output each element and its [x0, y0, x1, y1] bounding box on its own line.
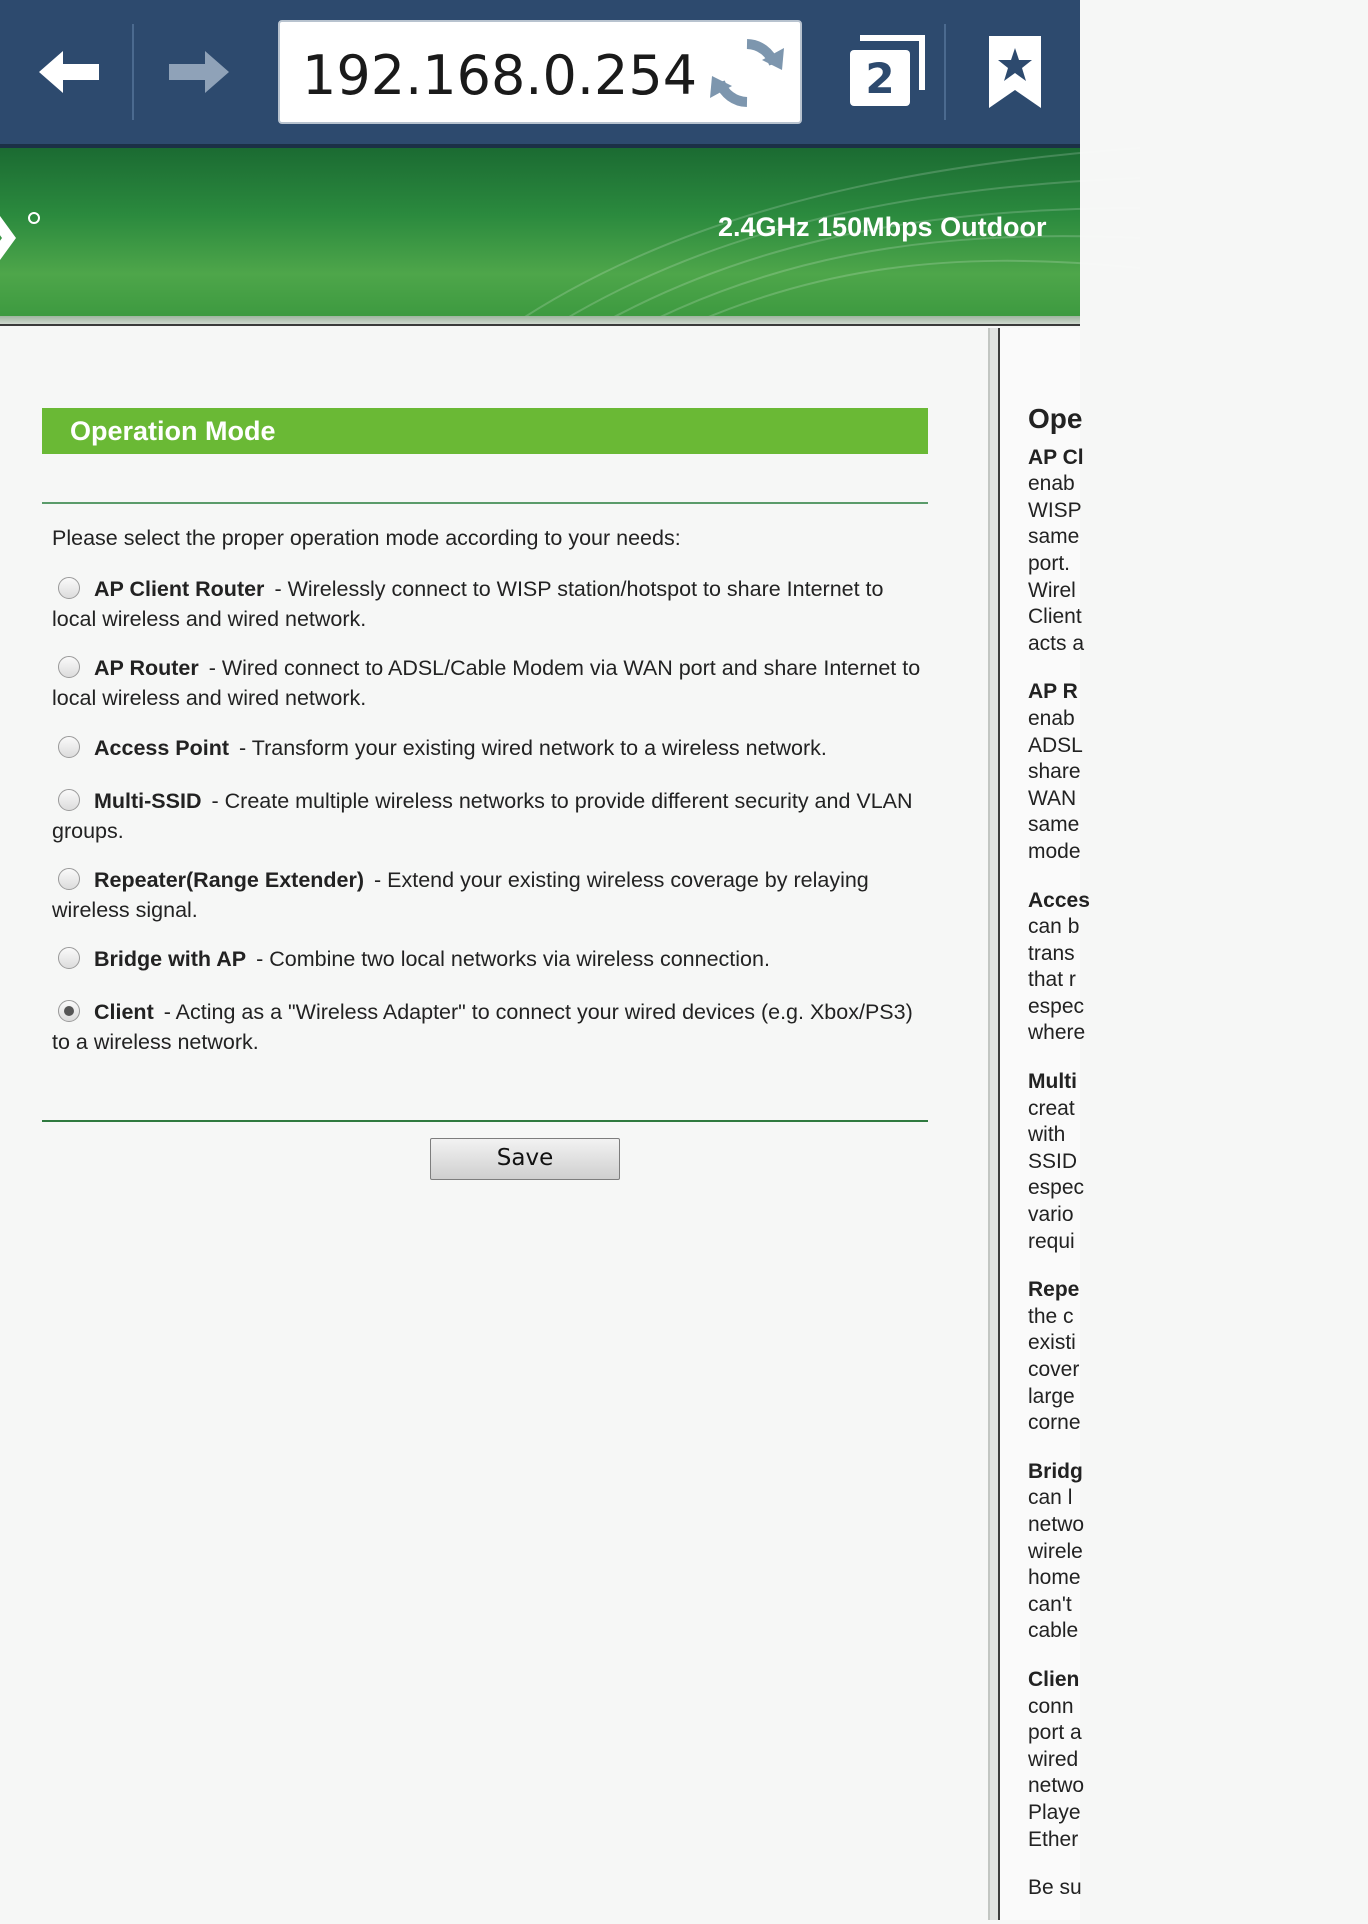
- help-paragraph: [1028, 1277, 1368, 1437]
- top-divider: [42, 502, 928, 504]
- option-name: Bridge with AP: [94, 947, 247, 971]
- help-line: netwo: [1028, 1774, 1085, 1798]
- help-paragraph: [1028, 1667, 1368, 1853]
- toolbar-separator: [132, 24, 134, 120]
- help-line: vario: [1028, 1203, 1074, 1227]
- operation-mode-options: [52, 574, 922, 1057]
- help-heading: AP Cl: [1028, 445, 1084, 469]
- option-repeater[interactable]: [52, 865, 922, 925]
- help-line: Playe: [1028, 1800, 1081, 1824]
- radio-access-point[interactable]: [58, 736, 80, 758]
- help-line: same: [1028, 813, 1080, 837]
- radio-bridge-with-ap[interactable]: [58, 947, 80, 969]
- help-heading: Repe: [1028, 1278, 1080, 1302]
- help-heading: Acces: [1028, 888, 1090, 912]
- help-paragraph: [1028, 445, 1368, 658]
- option-name: Access Point: [94, 736, 230, 760]
- radio-ap-client-router[interactable]: [58, 577, 80, 599]
- help-line: trans: [1028, 941, 1075, 965]
- help-line: netwo: [1028, 1512, 1085, 1536]
- help-line: enab: [1028, 472, 1075, 496]
- help-line: espec: [1028, 994, 1085, 1018]
- help-line: ADSL: [1028, 733, 1083, 757]
- help-content: [1028, 403, 1368, 1924]
- option-client[interactable]: [52, 997, 922, 1057]
- help-panel: [1000, 328, 1090, 1920]
- help-paragraph: [1028, 1069, 1368, 1255]
- radio-repeater[interactable]: [58, 868, 80, 890]
- router-banner: [0, 148, 1080, 316]
- product-title: 2.4GHz 150Mbps Outdoor: [718, 212, 1047, 242]
- option-desc: - Acting as a "Wireless Adapter" to connect your wired devices (e.g. Xbox/PS3) to a wireless network.: [52, 1000, 913, 1054]
- help-line: cover: [1028, 1358, 1080, 1381]
- help-line: can l: [1028, 1486, 1073, 1510]
- forward-button[interactable]: [150, 20, 250, 124]
- reload-icon[interactable]: [704, 30, 790, 116]
- bottom-divider: [42, 1120, 928, 1122]
- option-desc: - Create multiple wireless networks to provide different security and VLAN groups.: [52, 789, 913, 843]
- help-paragraph: [1028, 888, 1368, 1048]
- help-line: Be su: [1028, 1876, 1082, 1900]
- option-name: AP Client Router: [94, 577, 265, 601]
- help-line: requi: [1028, 1229, 1075, 1253]
- option-desc: - Wired connect to ADSL/Cable Modem via WAN port and share Internet to local wireless and wired network.: [52, 656, 921, 710]
- help-line: that r: [1028, 968, 1076, 992]
- help-line: SSID: [1028, 1149, 1078, 1173]
- url-text[interactable]: 192.168.0.254: [302, 44, 698, 107]
- help-line: home: [1028, 1566, 1081, 1590]
- help-line: with: [1028, 1123, 1066, 1147]
- option-name: AP Router: [94, 656, 199, 680]
- help-line: creat: [1028, 1096, 1075, 1120]
- help-paragraph: [1028, 1875, 1368, 1902]
- option-desc: - Wirelessly connect to WISP station/hotspot to share Internet to local wireless and wired network.: [52, 577, 884, 631]
- help-line: the c: [1028, 1304, 1074, 1328]
- logo-mark-icon: [0, 208, 46, 268]
- option-access-point[interactable]: [52, 733, 922, 763]
- bookmark-star-icon: [987, 34, 1043, 110]
- help-line: acts a: [1028, 631, 1085, 655]
- help-line: port.: [1028, 551, 1071, 575]
- option-name: Multi-SSID: [94, 789, 202, 813]
- help-heading: Bridg: [1028, 1459, 1083, 1483]
- help-line: large: [1028, 1384, 1075, 1408]
- help-line: WAN: [1028, 786, 1077, 810]
- help-line: cable: [1028, 1619, 1079, 1643]
- option-desc: - Extend your existing wireless coverage by relaying wireless signal.: [52, 868, 869, 922]
- help-paragraphs: [1028, 445, 1368, 1902]
- help-line: mode: [1028, 839, 1081, 863]
- option-desc: - Transform your existing wired network to a wireless network.: [239, 736, 827, 760]
- help-line: existi: [1028, 1331, 1076, 1355]
- radio-multi-ssid[interactable]: [58, 789, 80, 811]
- option-ap-router[interactable]: [52, 653, 922, 713]
- help-line: enab: [1028, 706, 1075, 730]
- help-heading: Multi: [1028, 1070, 1077, 1094]
- tab-count: 2: [850, 50, 910, 106]
- help-heading: AP R: [1028, 680, 1078, 704]
- help-heading: Clien: [1028, 1667, 1080, 1691]
- option-bridge-with-ap[interactable]: [52, 944, 922, 974]
- help-line: share: [1028, 760, 1081, 784]
- help-line: wirele: [1028, 1539, 1083, 1563]
- help-line: corne: [1028, 1411, 1081, 1435]
- help-line: where: [1028, 1021, 1086, 1045]
- banner-bottom-border: [0, 316, 1080, 326]
- brand-logo: [0, 208, 46, 273]
- save-button[interactable]: Save: [430, 1138, 620, 1180]
- main-panel: [0, 328, 988, 1920]
- option-ap-client-router[interactable]: [52, 574, 922, 634]
- toolbar-separator: [944, 24, 946, 120]
- help-line: conn: [1028, 1694, 1074, 1718]
- radio-ap-router[interactable]: [58, 656, 80, 678]
- radio-client[interactable]: [58, 1000, 80, 1022]
- help-line: can't: [1028, 1592, 1072, 1616]
- option-name: Repeater(Range Extender): [94, 868, 365, 892]
- help-line: can b: [1028, 915, 1080, 939]
- frame-divider[interactable]: [988, 328, 1000, 1920]
- help-line: WISP: [1028, 498, 1082, 522]
- back-button[interactable]: [18, 20, 118, 124]
- arrow-left-icon: [33, 47, 103, 97]
- help-line: Client: [1028, 605, 1082, 629]
- help-line: espec: [1028, 1176, 1085, 1200]
- help-line: port a: [1028, 1721, 1082, 1745]
- intro-text: Please select the proper operation mode according to your needs:: [52, 526, 681, 550]
- help-line: wired: [1028, 1747, 1079, 1771]
- option-desc: - Combine two local networks via wireless connection.: [256, 947, 770, 971]
- help-title: Ope: [1028, 403, 1083, 434]
- help-line: Wirel: [1028, 578, 1076, 602]
- arrow-right-icon: [165, 47, 235, 97]
- help-paragraph: [1028, 679, 1368, 865]
- option-multi-ssid[interactable]: [52, 786, 922, 846]
- help-line: same: [1028, 525, 1080, 549]
- help-line: Ether: [1028, 1827, 1079, 1851]
- help-paragraph: [1028, 1459, 1368, 1645]
- option-name: Client: [94, 1000, 154, 1024]
- section-title: Operation Mode: [42, 408, 928, 454]
